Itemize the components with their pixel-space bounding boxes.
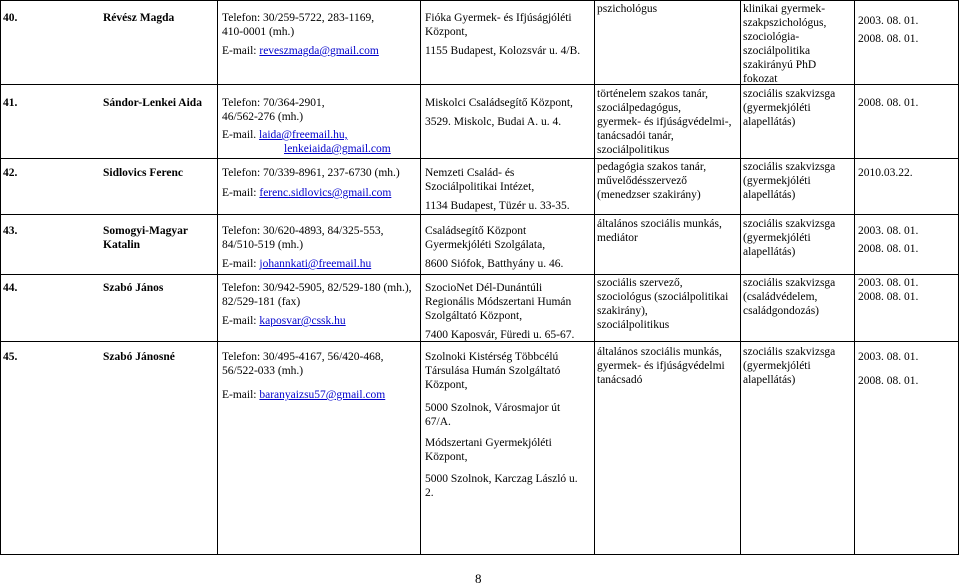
person-name: Sidlovics Ferenc — [103, 167, 183, 179]
profession-line: pszichológus — [597, 3, 658, 15]
phone-line: Telefon: 30/620-4893, 84/325-553, — [222, 225, 384, 237]
date: 2008. 08. 01. — [858, 375, 919, 387]
row-number: 45. — [3, 351, 18, 363]
email-link[interactable]: lenkeiaida@gmail.com — [284, 143, 391, 155]
row-divider — [0, 274, 959, 275]
row-number: 41. — [3, 97, 18, 109]
person-name: Sándor-Lenkei Aida — [103, 97, 202, 109]
date: 2008. 08. 01. — [858, 97, 919, 109]
specialty-line: alapellátás) — [743, 189, 796, 201]
column-divider — [217, 0, 218, 555]
profession-line: szociológus (szociálpolitikai — [597, 291, 729, 303]
specialty-line: szakirányú PhD — [743, 59, 817, 71]
org-line: Módszertani Gyermekjóléti — [425, 437, 552, 449]
email-label: E-mail: — [222, 258, 260, 270]
profession-line: szociális szervező, — [597, 277, 683, 289]
org-line: Szolnoki Kistérség Többcélú — [425, 351, 559, 363]
row-number: 43. — [3, 225, 18, 237]
profession-line: történelem szakos tanár, — [597, 88, 708, 100]
phone-line: 410-0001 (mh.) — [222, 26, 295, 38]
specialty-line: klinikai gyermek- — [743, 3, 826, 15]
profession-line: művelődésszervező — [597, 175, 688, 187]
email-label: E-mail: — [222, 187, 260, 199]
row-divider — [0, 214, 959, 215]
date: 2003. 08. 01. — [858, 225, 919, 237]
email-label: E-mail: — [222, 315, 260, 327]
email-link[interactable]: ferenc.sidlovics@gmail.com — [259, 187, 392, 199]
org-line: Családsegítő Központ — [425, 225, 527, 237]
phone-line: Telefon: 30/942-5905, 82/529-180 (mh.), — [222, 282, 412, 294]
org-line: Központ, — [425, 379, 468, 391]
specialty-line: szociális szakvizsga — [743, 218, 836, 230]
org-line: Fióka Gyermek- és Ifjúságjóléti — [425, 12, 572, 24]
specialty-line: (gyermekjóléti — [743, 102, 811, 114]
row-number: 40. — [3, 12, 18, 24]
phone-line: 84/510-519 (mh.) — [222, 239, 304, 251]
specialty-line: családgondozás) — [743, 305, 819, 317]
phone-line: 56/522-033 (mh.) — [222, 365, 304, 377]
email-label: E-mail: — [222, 389, 260, 401]
specialty-line: szociális szakvizsga — [743, 346, 836, 358]
phone-line: Telefon: 30/495-4167, 56/420-468, — [222, 351, 384, 363]
specialty-line: szociálpolitika — [743, 45, 811, 57]
profession-line: általános szociális munkás, — [597, 218, 722, 230]
person-name: Szabó Jánosné — [103, 351, 175, 363]
phone-line: Telefon: 70/364-2901, — [222, 97, 325, 109]
specialty-line: szociológia- — [743, 31, 800, 43]
column-divider — [420, 0, 421, 555]
row-number: 42. — [3, 167, 18, 179]
date: 2003. 08. 01. — [858, 15, 919, 27]
org-address: 5000 Szolnok, Karczag László u. — [425, 473, 578, 485]
email-link[interactable]: reveszmagda@gmail.com — [259, 45, 379, 57]
profession-line: szakirány), — [597, 305, 648, 317]
column-divider — [854, 0, 855, 555]
org-line: Regionális Módszertani Humán — [425, 296, 572, 308]
org-line: Központ, — [425, 26, 468, 38]
org-line: Központ, — [425, 451, 468, 463]
org-address: 8600 Siófok, Batthyány u. 46. — [425, 258, 564, 270]
row-divider — [0, 158, 959, 159]
profession-line: (menedzser szakirány) — [597, 189, 701, 201]
profession-line: szociálpolitikus — [597, 144, 670, 156]
org-line: Miskolci Családsegítő Központ, — [425, 97, 573, 109]
email-line — [222, 257, 371, 271]
person-name: Szabó János — [103, 282, 164, 294]
column-divider — [740, 0, 741, 555]
org-line: Gyermekjóléti Szolgálata, — [425, 239, 546, 251]
specialty-line: szociális szakvizsga — [743, 161, 836, 173]
email-line — [222, 314, 346, 328]
org-address: 3529. Miskolc, Budai A. u. 4. — [425, 116, 562, 128]
date: 2008. 08. 01. — [858, 243, 919, 255]
profession-line: pedagógia szakos tanár, — [597, 161, 707, 173]
email-line — [284, 142, 391, 156]
profession-line: gyermek- és ifjúságvédelmi-, — [597, 116, 732, 128]
specialty-line: (gyermekjóléti — [743, 175, 811, 187]
email-line — [222, 186, 391, 200]
profession-line: szociálpolitikus — [597, 319, 670, 331]
specialty-line: (családvédelem, — [743, 291, 818, 303]
profession-line: szociálpedagógus, — [597, 102, 681, 114]
specialty-line: (gyermekjóléti — [743, 232, 811, 244]
person-name: Katalin — [103, 239, 141, 251]
org-line: Szociálpolitikai Intézet, — [425, 181, 535, 193]
specialty-line: alapellátás) — [743, 246, 796, 258]
email-line — [222, 44, 379, 58]
date: 2003. 08. 01. — [858, 351, 919, 363]
row-divider — [0, 84, 959, 85]
org-line: Nemzeti Család- és — [425, 167, 515, 179]
profession-line: gyermek- és ifjúságvédelmi — [597, 360, 725, 372]
specialty-line: szociális szakvizsga — [743, 277, 836, 289]
column-divider — [0, 0, 1, 555]
specialty-line: (gyermekjóléti — [743, 360, 811, 372]
org-address: 5000 Szolnok, Városmajor út — [425, 402, 561, 414]
row-divider — [0, 554, 959, 555]
row-number: 44. — [3, 282, 18, 294]
org-line: SzocioNet Dél-Dunántúli — [425, 282, 543, 294]
phone-line: 82/529-181 (fax) — [222, 296, 301, 308]
email-label: E-mail. — [222, 129, 260, 141]
date: 2003. 08. 01. — [858, 277, 919, 289]
person-name: Révész Magda — [103, 12, 175, 24]
email-label: E-mail: — [222, 45, 260, 57]
email-link[interactable]: baranyaizsu57@gmail.com — [259, 389, 386, 401]
org-address: 2. — [425, 487, 434, 499]
profession-line: tanácsadói tanár, — [597, 130, 674, 142]
email-link[interactable]: kaposvar@cssk.hu — [259, 315, 346, 327]
person-name: Somogyi-Magyar — [103, 225, 188, 237]
org-line: Társulása Humán Szolgáltató — [425, 365, 561, 377]
org-address: 1155 Budapest, Kolozsvár u. 4/B. — [425, 45, 581, 57]
profession-line: tanácsadó — [597, 374, 643, 386]
org-address: 7400 Kaposvár, Füredi u. 65-67. — [425, 329, 575, 341]
page-number: 8 — [475, 571, 482, 586]
org-line: Szolgáltató Központ, — [425, 310, 523, 322]
specialty-line: alapellátás) — [743, 116, 796, 128]
specialty-line: alapellátás) — [743, 374, 796, 386]
email-line — [222, 388, 385, 402]
date: 2010.03.22. — [858, 167, 913, 179]
row-divider — [0, 0, 959, 1]
column-divider — [594, 0, 595, 555]
org-address: 1134 Budapest, Tüzér u. 33-35. — [425, 200, 570, 212]
profession-line: általános szociális munkás, — [597, 346, 722, 358]
specialty-line: szakpszichológus, — [743, 17, 827, 29]
date: 2008. 08. 01. — [858, 33, 919, 45]
phone-line: Telefon: 30/259-5722, 283-1169, — [222, 12, 375, 24]
specialty-line: szociális szakvizsga — [743, 88, 836, 100]
email-link[interactable]: laida@freemail.hu, — [259, 129, 348, 141]
org-address: 67/A. — [425, 416, 451, 428]
profession-line: mediátor — [597, 232, 638, 244]
email-line — [222, 128, 348, 142]
phone-line: 46/562-276 (mh.) — [222, 111, 304, 123]
date: 2008. 08. 01. — [858, 291, 919, 303]
email-link[interactable]: johannkati@freemail.hu — [259, 258, 372, 270]
specialty-line: fokozat — [743, 73, 778, 85]
phone-line: Telefon: 70/339-8961, 237-6730 (mh.) — [222, 167, 400, 179]
